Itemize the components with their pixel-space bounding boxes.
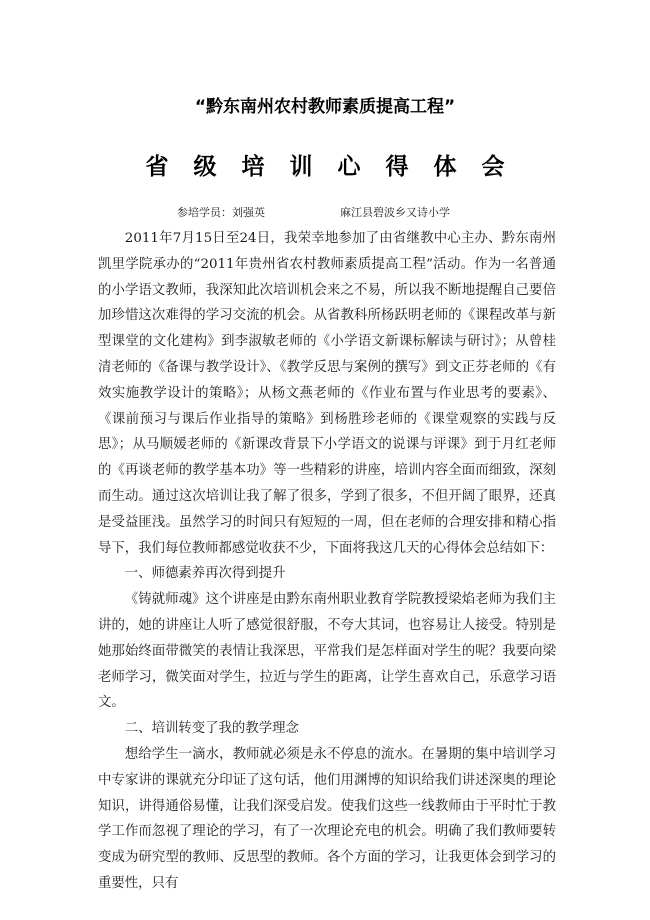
author-name: 参培学员：刘强英 (177, 206, 265, 219)
paragraph-2: 想给学生一滴水，教师就必须是永不停息的流水。在暑期的集中培训学习中专家讲的课就充分印证了这句话，他们用渊博的知识给我们讲述深奥的理论知识，讲得通俗易懂，让我们深受启发。使我们这些一线教师由于平时忙于教学工作而忽视了理论的学习，有了一次理论充电的机会。明确了我们教师要转变成为研究型的教师、反思型的教师。各个方面的学习，让我更体会到学习的重要性，只有 (98, 746, 556, 891)
document-subtitle: 省级培训心得体会 (145, 154, 530, 180)
section-heading-2: 二、培训转变了我的教学理念 (124, 721, 299, 737)
section-heading-1: 一、师德素养再次得到提升 (124, 566, 286, 582)
document-title: “黔东南州农村教师素质提高工程” (194, 97, 456, 117)
paragraph-1: 《铸就师魂》这个讲座是由黔东南州职业教育学院教授梁焰老师为我们主讲的，她的讲座让人听了感觉很舒服，不夸大其词，也容易让人接受。特别是她那始终面带微笑的表情让我深思，平常我们是怎样面对学生的呢？我要向梁老师学习，微笑面对学生，拉近与学生的距离，让学生喜欢自己，乐意学习语文。 (98, 592, 556, 711)
document-body (98, 226, 556, 897)
author-school: 麻江县碧波乡又诗小学 (340, 206, 450, 219)
paragraph-intro: 2011年7月15日至24日，我荣幸地参加了由省继教中心主办、黔东南州凯里学院承办的“2011年贵州省农村教师素质提高工程”活动。作为一名普通的小学语文教师，我深知此次培训机会来之不易，所以我不断地提醒自己要倍加珍惜这次难得的学习交流的机会。从省教科所杨跃明老师的《课程改革与新型课堂的文化建构》到李淑敏老师的《小学语文新课标解读与研讨》；从曾桂清老师的《备课与教学设计》、《教学反思与案例的撰写》到文正芬老师的《有效实施教学设计的策略》；从杨文燕老师的《作业布置与作业思考的要素》、《课前预习与课后作业指导的策略》到杨胜珍老师的《课堂观察的实践与反思》；从马顺媛老师的《新课改背景下小学语文的说课与评课》到于月红老师的《再谈老师的教学基本功》等一些精彩的讲座，培训内容全面而细致，深刻而生动。通过这次培训让我了解了很多，学到了很多，不但开阔了眼界，还真是受益匪浅。虽然学习的时间只有短短的一周，但在老师的合理安排和精心指导下，我们每位教师都感觉收获不少，下面将我这几天的心得体会总结如下： (98, 231, 556, 556)
